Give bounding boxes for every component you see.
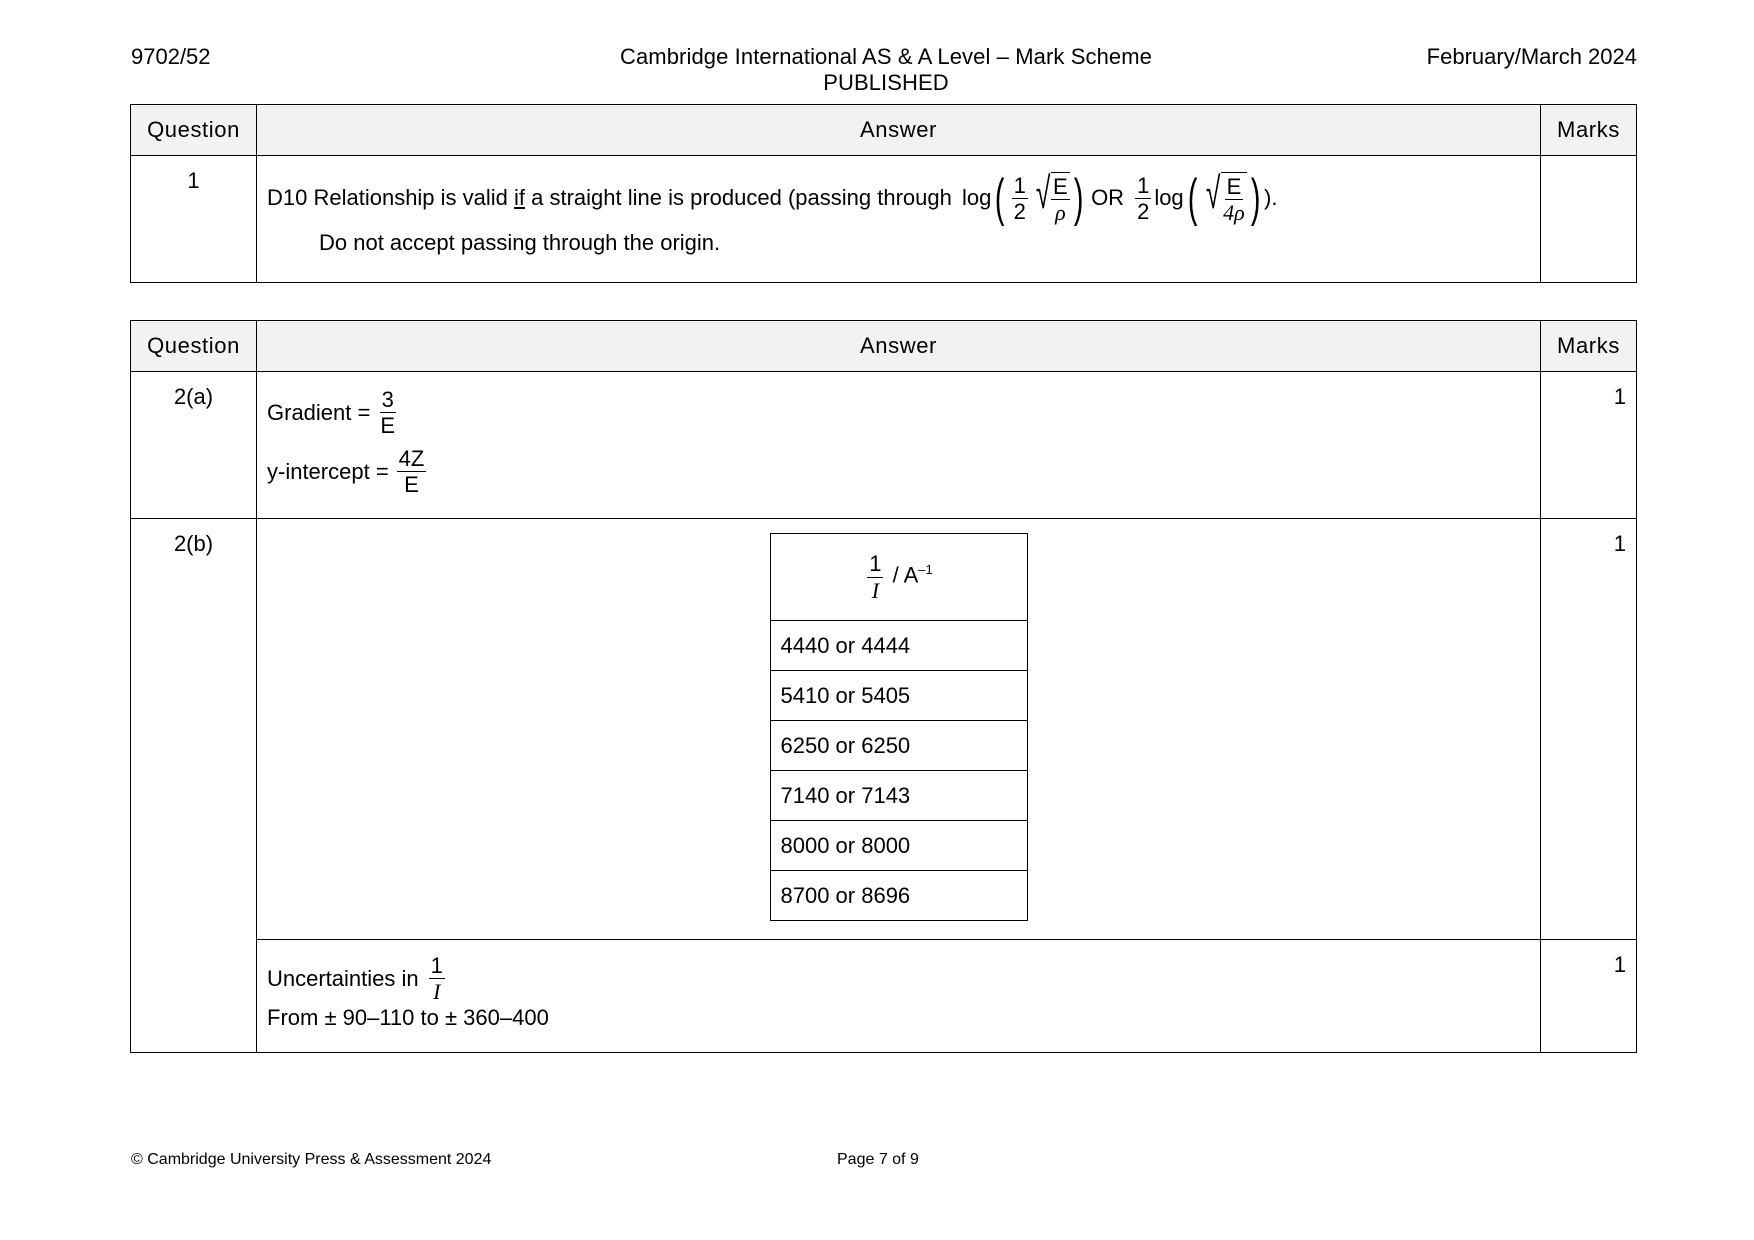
answer-column-header: Answer — [257, 105, 1541, 156]
gradient-fraction: $\frac{3}{E}$ — [380, 387, 396, 439]
answer-column-header: Answer — [257, 321, 1541, 372]
or-label: OR — [1091, 185, 1125, 211]
question-2a-answer — [257, 372, 1541, 519]
answer-line — [267, 169, 1540, 228]
right-paren-2: ) — [1250, 169, 1261, 228]
question-1-marks — [1541, 156, 1637, 283]
sqrt-e-over-rho: √ $\frac{E}{\rho}$ — [1035, 169, 1068, 226]
answer-note: Do not accept passing through the origin. — [319, 230, 721, 256]
question-column-header: Question — [131, 105, 257, 156]
table-cell: 6250 or 6250 — [770, 721, 1027, 771]
left-paren-2: ( — [1187, 169, 1198, 228]
intercept-line — [267, 447, 1540, 496]
reciprocal-current-table — [770, 533, 1028, 921]
log-expression-1 — [961, 169, 1087, 228]
question-column-header: Question — [131, 321, 257, 372]
uncertainty-marks: 1 — [1541, 940, 1637, 1053]
left-paren: ( — [995, 169, 1005, 228]
exam-session: February/March 2024 — [1426, 44, 1637, 69]
table-cell: 8700 or 8696 — [770, 871, 1027, 921]
log-expression-2 — [1132, 169, 1264, 228]
question-2a-row — [131, 372, 1637, 519]
intercept-label: y-intercept = — [267, 458, 389, 484]
question-2b-number: 2(b) — [131, 519, 257, 1053]
table-cell: 5410 or 5405 — [770, 671, 1027, 721]
answer-text: a straight line is produced (passing through — [525, 185, 958, 211]
question-2-table — [130, 320, 1637, 1053]
gradient-label: Gradient = — [267, 399, 371, 425]
answer-end: ). — [1264, 185, 1278, 211]
table-cell: 7140 or 7143 — [770, 771, 1027, 821]
published-label: PUBLISHED — [823, 70, 949, 95]
underlined-if: if — [514, 185, 526, 211]
sqrt-e-over-4rho: √ $\frac{E}{4\rho}$ — [1205, 169, 1245, 226]
uncertainty-answer — [257, 940, 1541, 1053]
uncertainty-range: From ± 90–110 to ± 360–400 — [267, 1005, 549, 1031]
question-1-answer — [257, 156, 1541, 283]
table-header-row — [131, 321, 1637, 372]
question-2b-row — [131, 519, 1637, 940]
uncertainty-label: Uncertainties in — [267, 965, 419, 991]
half-fraction-2: $\frac{1}{2}$ — [1137, 172, 1150, 224]
uncertainty-fraction: $\frac{1}{I}$ — [430, 953, 443, 1005]
marks-column-header: Marks — [1541, 321, 1637, 372]
mark-scheme-title: Cambridge International AS & A Level – Mark Scheme — [619, 44, 1153, 69]
table-cell: 8000 or 8000 — [770, 821, 1027, 871]
reciprocal-current-header: $\frac{1}{I}$ / $A^{-1}$ — [770, 534, 1027, 621]
uncertainty-line — [267, 954, 1540, 1003]
paper-code: 9702/52 — [131, 44, 211, 69]
intercept-fraction: $\frac{4Z}{E}$ — [398, 446, 425, 498]
page-number: Page 7 of 9 — [837, 1151, 919, 1168]
question-2b-uncertainty-row — [131, 940, 1637, 1053]
question-2b-answer — [257, 519, 1541, 940]
question-2a-number: 2(a) — [131, 372, 257, 519]
question-1-row — [131, 156, 1637, 283]
half-fraction: $\frac{1}{2}$ — [1013, 172, 1026, 224]
question-1-table — [130, 104, 1637, 283]
question-2b-marks: 1 — [1541, 519, 1637, 940]
question-1-number: 1 — [131, 156, 257, 283]
table-header-row — [131, 105, 1637, 156]
right-paren: ) — [1073, 169, 1084, 228]
marks-column-header: Marks — [1541, 105, 1637, 156]
question-2a-marks: 1 — [1541, 372, 1637, 519]
log-label: log — [961, 185, 992, 211]
gradient-line — [267, 388, 1540, 437]
copyright-notice: © Cambridge University Press & Assessment 2024 — [131, 1151, 492, 1168]
log-label-2: log — [1154, 185, 1184, 211]
answer-prefix: D10 Relationship is valid — [267, 185, 515, 211]
table-cell: 4440 or 4444 — [770, 621, 1027, 671]
